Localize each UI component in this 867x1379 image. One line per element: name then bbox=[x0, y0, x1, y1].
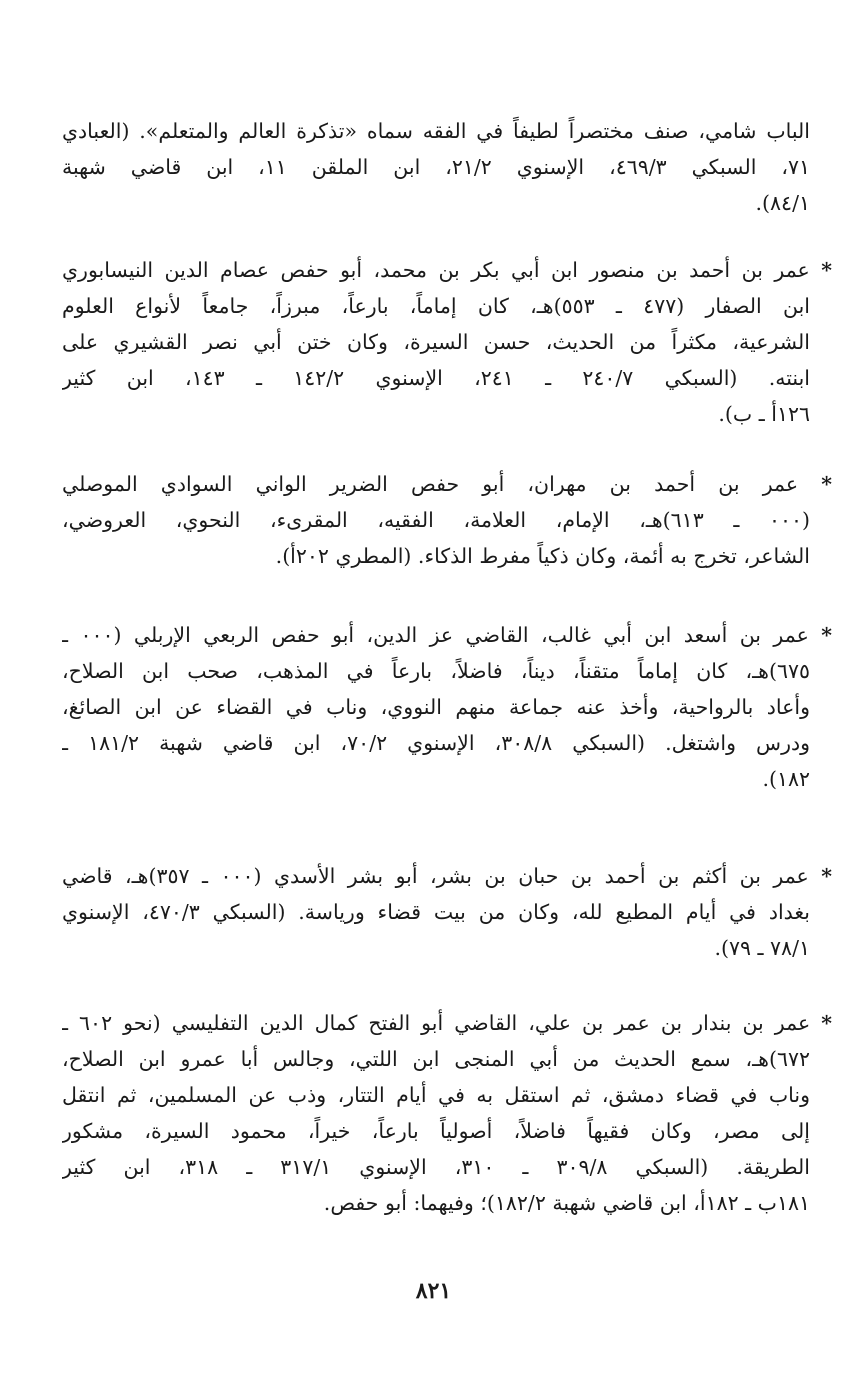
text-line: ٨٤/١). bbox=[755, 191, 810, 215]
asterisk-marker: * bbox=[821, 864, 832, 888]
text-line: ٧١، السبكي ٤٦٩/٣، الإسنوي ٢١/٢، ابن الملقن ١١، ابن قاضي شهبة bbox=[62, 155, 810, 179]
biography-entry bbox=[62, 617, 832, 797]
text-line: (٠٠٠ ـ ٦١٣)هـ، الإمام، العلامة، الفقيه، المقرىء، النحوي، العروضي، bbox=[62, 508, 810, 532]
asterisk-marker: * bbox=[821, 1011, 832, 1035]
entry-first-line bbox=[62, 466, 832, 502]
page-number: ٨٢١ bbox=[415, 1278, 452, 1304]
text-line: عمر بن أحمد بن منصور ابن أبي بكر بن محمد، أبو حفص عصام الدين النيسابوري bbox=[62, 258, 810, 282]
text-line: ١٨١ب ـ ١٨٢أ، ابن قاضي شهبة ١٨٢/٢)؛ وفيهما: أبو حفص. bbox=[323, 1191, 810, 1215]
entry-first-line bbox=[62, 252, 832, 288]
entry-first-line bbox=[62, 1005, 832, 1041]
text-line: ١٨٢). bbox=[762, 767, 810, 791]
text-line: الطريقة. (السبكي ٣٠٩/٨ ـ ٣١٠، الإسنوي ٣١٧/١ ـ ٣١٨، ابن كثير bbox=[62, 1155, 810, 1179]
text-line: ٦٧٥)هـ، كان إماماً متقناً، ديناً، فاضلاً، بارعاً في المذهب، صحب ابن الصلاح، bbox=[62, 659, 810, 683]
text-line: إلى مصر، وكان فقيهاً فاضلاً، أصولياً بارعاً، خيراً، محمود السيرة، مشكور bbox=[62, 1119, 810, 1143]
text-line: ودرس واشتغل. (السبكي ٣٠٨/٨، الإسنوي ٧٠/٢، ابن قاضي شهبة ١٨١/٢ ـ bbox=[62, 731, 810, 755]
continuation-paragraph bbox=[62, 113, 810, 221]
text-line: ١٢٦أ ـ ب). bbox=[718, 402, 810, 426]
text-line: ابن الصفار (٤٧٧ ـ ٥٥٣)هـ، كان إماماً، بارعاً، مبرزاً، جامعاً لأنواع العلوم bbox=[62, 294, 810, 318]
entry-first-line bbox=[62, 858, 832, 894]
asterisk-marker: * bbox=[821, 623, 832, 647]
text-line: ابنته. (السبكي ٢٤٠/٧ ـ ٢٤١، الإسنوي ١٤٢/٢ ـ ١٤٣، ابن كثير bbox=[62, 366, 810, 390]
text-line: الشاعر، تخرج به أئمة، وكان ذكياً مفرط الذكاء. (المطري ٢٠٢أ). bbox=[275, 544, 810, 568]
text-line: وأعاد بالرواحية، وأخذ عنه جماعة منهم النووي، وناب في القضاء عن ابن الصائغ، bbox=[62, 695, 810, 719]
biography-entry bbox=[62, 252, 832, 432]
entry-first-line bbox=[62, 617, 832, 653]
biography-entry bbox=[62, 466, 832, 574]
text-line: بغداد في أيام المطيع لله، وكان من بيت قضاء ورياسة. (السبكي ٤٧٠/٣، الإسنوي bbox=[62, 900, 810, 924]
text-line: الباب شامي، صنف مختصراً لطيفاً في الفقه سماه «تذكرة العالم والمتعلم». (العبادي bbox=[62, 119, 810, 143]
text-line: ٦٧٢)هـ، سمع الحديث من أبي المنجى ابن اللتي، وجالس أبا عمرو ابن الصلاح، bbox=[62, 1047, 810, 1071]
text-line: عمر بن أحمد بن مهران، أبو حفص الضرير الواني السوادي الموصلي bbox=[62, 472, 799, 496]
biography-entry bbox=[62, 1005, 832, 1221]
text-line: عمر بن بندار بن عمر بن علي، القاضي أبو الفتح كمال الدين التفليسي (نحو ٦٠٢ ـ bbox=[62, 1011, 811, 1035]
text-line: الشرعية، مكثراً من الحديث، حسن السيرة، وكان ختن أبي نصر القشيري على bbox=[62, 330, 810, 354]
text-line: وناب في قضاء دمشق، ثم استقل به في أيام التتار، وذب عن المسلمين، ثم انتقل bbox=[62, 1083, 810, 1107]
text-line: عمر بن أكثم بن أحمد بن حبان بن بشر، أبو بشر الأسدي (٠٠٠ ـ ٣٥٧)هـ، قاضي bbox=[62, 864, 809, 888]
asterisk-marker: * bbox=[821, 472, 832, 496]
text-line: ٧٨/١ ـ ٧٩). bbox=[714, 936, 810, 960]
asterisk-marker: * bbox=[821, 258, 832, 282]
biography-entry bbox=[62, 858, 832, 966]
text-line: عمر بن أسعد ابن أبي غالب، القاضي عز الدين، أبو حفص الربعي الإربلي (٠٠٠ ـ bbox=[62, 623, 809, 647]
